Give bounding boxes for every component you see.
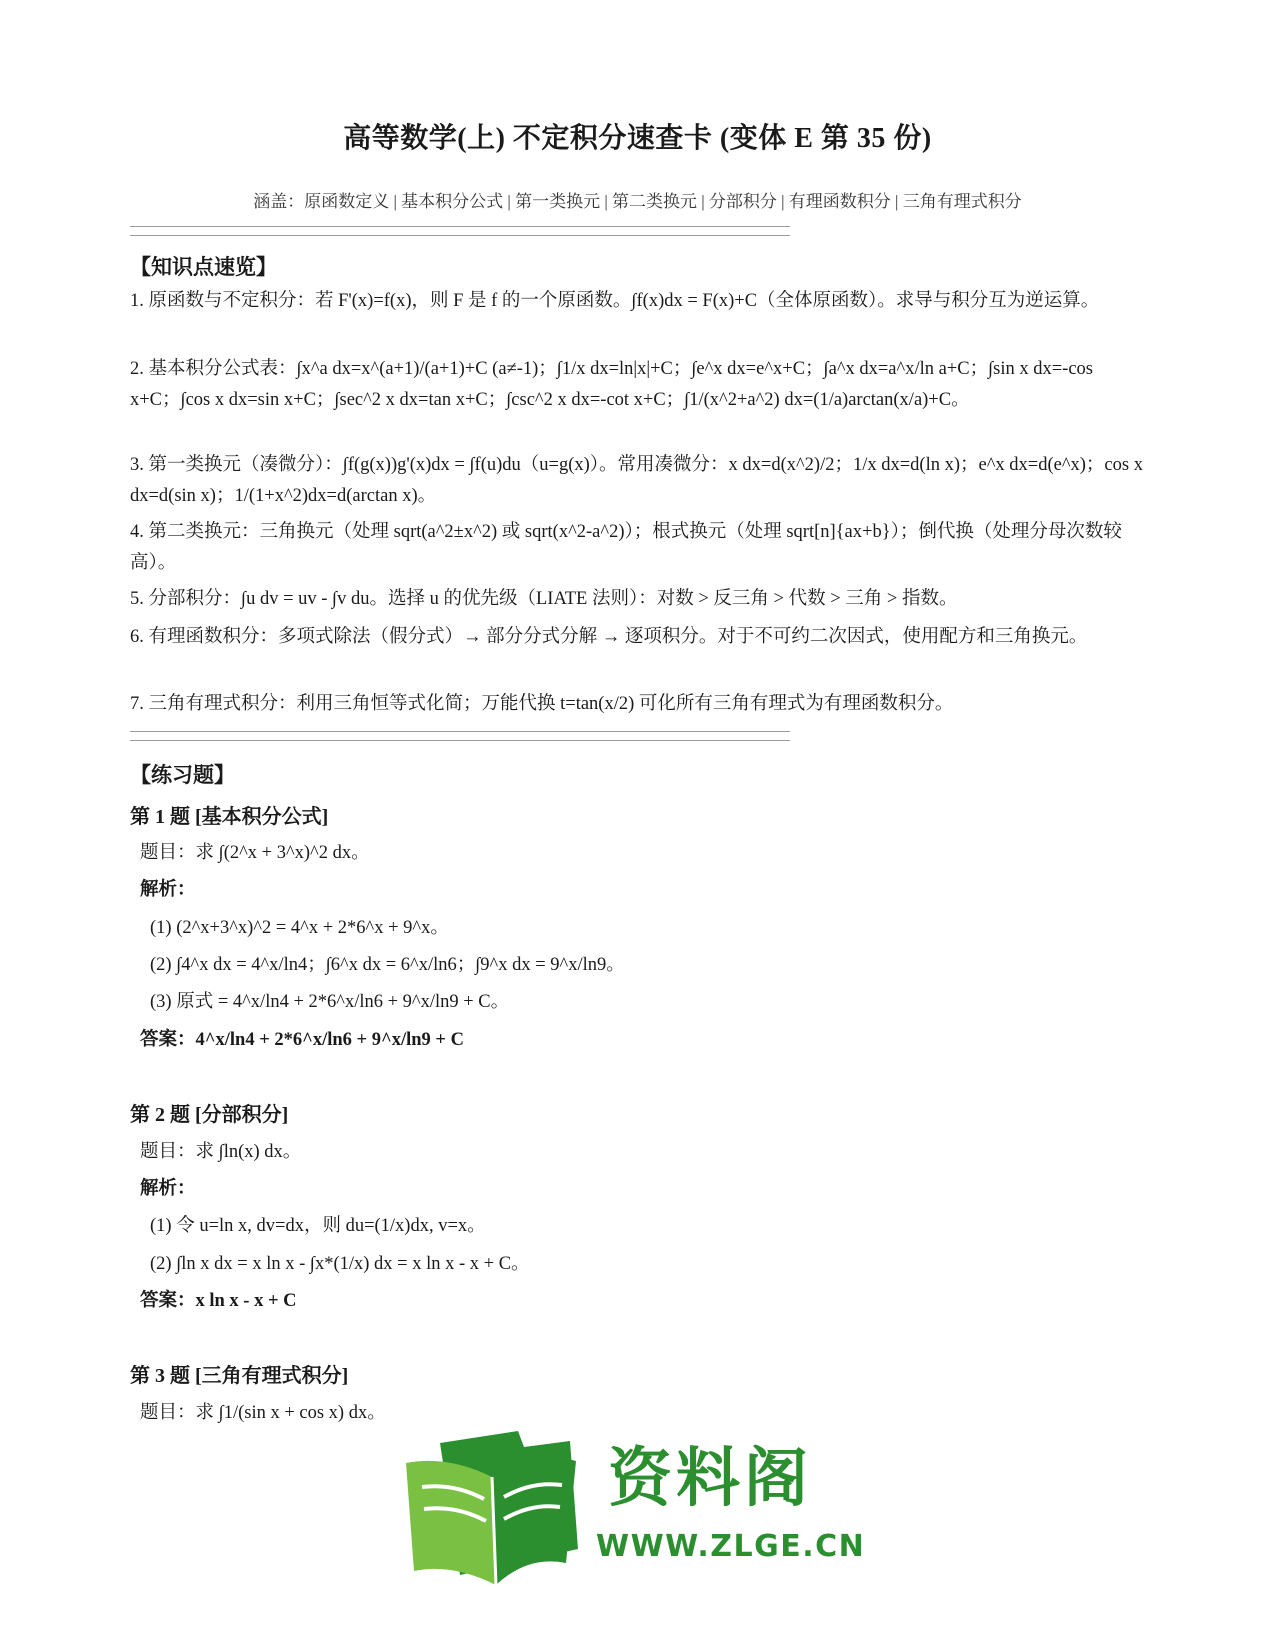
question-1-answer: 答案：4^x/ln4 + 2*6^x/ln6 + 9^x/ln9 + C [140,1030,464,1050]
divider-top [130,226,790,236]
question-2-text: 题目：求 ∫ln(x) dx。 [140,1142,302,1162]
knowledge-item-2: 2. 基本积分公式表：∫x^a dx=x^(a+1)/(a+1)+C (a≠-1)；∫1/x dx=ln|x|+C；∫e^x dx=e^x+C；∫a^x dx=a^x/ln a+C；∫sin x dx=-cos x+C；∫cos x dx=sin x+C；∫sec^2 x dx=tan x+C；∫csc^2 x dx=-cot x+C；∫1/(x^2+a^2) dx=(1/a)arctan(x/a)+C。 [130,359,1093,410]
question-3-text: 题目：求 ∫1/(sin x + cos x) dx。 [140,1403,386,1423]
question-2-analysis-label: 解析： [140,1179,196,1199]
page-title: 高等数学(上) 不定积分速查卡 (变体 E 第 35 份) [343,123,932,154]
question-1-step-1: (1) (2^x+3^x)^2 = 4^x + 2*6^x + 9^x。 [150,918,449,938]
question-1-heading: 第 1 题 [基本积分公式] [130,806,329,828]
open-book-folder-icon [400,1425,600,1595]
divider-middle [130,731,790,741]
question-2-step-2: (2) ∫ln x dx = x ln x - ∫x*(1/x) dx = x ln x - x + C。 [150,1254,530,1274]
question-1-step-3: (3) 原式 = 4^x/ln4 + 2*6^x/ln6 + 9^x/ln9 + C。 [150,992,510,1012]
knowledge-item-7: 7. 三角有理式积分：利用三角恒等式化简；万能代换 t=tan(x/2) 可化所有三角有理式为有理函数积分。 [130,694,954,714]
question-2-heading: 第 2 题 [分部积分] [130,1104,289,1126]
practice-heading: 【练习题】 [130,763,235,787]
knowledge-item-4: 4. 第二类换元：三角换元（处理 sqrt(a^2±x^2) 或 sqrt(x^2-a^2)）；根式换元（处理 sqrt[n]{ax+b}）；倒代换（处理分母次数较高）。 [130,522,1122,573]
knowledge-item-3: 3. 第一类换元（凑微分）：∫f(g(x))g'(x)dx = ∫f(u)du（u=g(x)）。常用凑微分：x dx=d(x^2)/2；1/x dx=d(ln x)；e^x dx=d(e^x)；cos x dx=d(sin x)；1/(1+x^2)dx=d(arctan x)。 [130,455,1143,506]
question-1-analysis-label: 解析： [140,880,196,900]
page-subtitle: 涵盖：原函数定义 | 基本积分公式 | 第一类换元 | 第二类换元 | 分部积分 | 有理函数积分 | 三角有理式积分 [253,192,1022,211]
question-2-answer: 答案：x ln x - x + C [140,1291,297,1311]
knowledge-heading: 【知识点速览】 [130,255,277,279]
watermark-url: WWW.ZLGE.CN [596,1529,866,1564]
question-2-step-1: (1) 令 u=ln x, dv=dx，则 du=(1/x)dx, v=x。 [150,1216,486,1236]
question-3-heading: 第 3 题 [三角有理式积分] [130,1365,349,1387]
question-1-text: 题目：求 ∫(2^x + 3^x)^2 dx。 [140,843,370,863]
watermark [400,1425,870,1595]
knowledge-item-6: 6. 有理函数积分：多项式除法（假分式）→ 部分分式分解 → 逐项积分。对于不可约二次因式，使用配方和三角换元。 [130,627,1088,647]
watermark-brand: 资料阁 [608,1442,812,1516]
question-1-step-2: (2) ∫4^x dx = 4^x/ln4；∫6^x dx = 6^x/ln6；∫9^x dx = 9^x/ln9。 [150,955,625,975]
knowledge-item-5: 5. 分部积分：∫u dv = uv - ∫v du。选择 u 的优先级（LIATE 法则）：对数 > 反三角 > 代数 > 三角 > 指数。 [130,589,958,609]
knowledge-item-1: 1. 原函数与不定积分：若 F'(x)=f(x)，则 F 是 f 的一个原函数。∫f(x)dx = F(x)+C（全体原函数）。求导与积分互为逆运算。 [130,291,1100,311]
